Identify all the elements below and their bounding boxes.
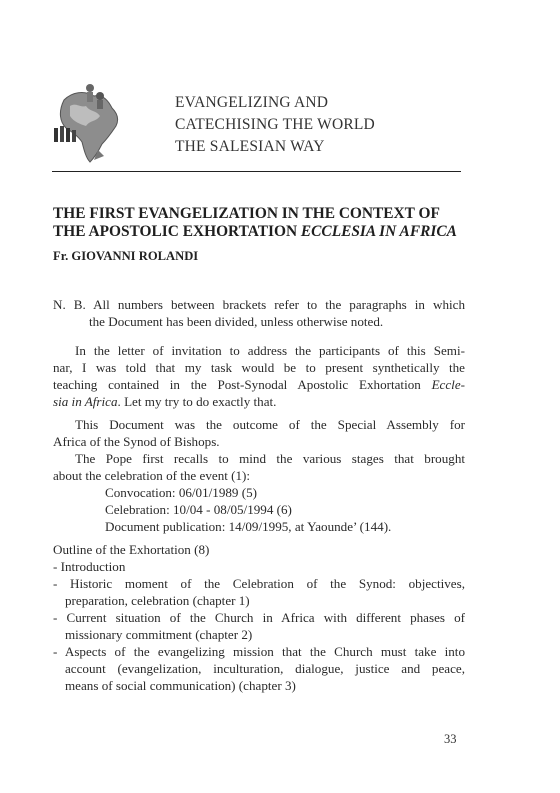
- outline-item: - Aspects of the evangelizing mission that the Church must take into: [53, 644, 465, 659]
- outline-item-continuation: preparation, celebration (chapter 1): [65, 593, 250, 608]
- outline-item-continuation: means of social communication) (chapter 3): [65, 678, 296, 693]
- date-entry: Celebration: 10/04 - 08/05/1994 (6): [105, 502, 292, 517]
- paragraph-text: . Let my try to do exactly that.: [117, 394, 277, 409]
- header-line: CATECHISING THE WORLD: [175, 116, 375, 133]
- paragraph-line: nar, I was told that my task would be to present synthetically the: [53, 360, 465, 375]
- outline-item: - Historic moment of the Celebration of the Synod: objectives,: [53, 576, 465, 591]
- nb-note-line: N. B. All numbers between brackets refer to the paragraphs in which: [53, 297, 465, 312]
- paragraph-line: [53, 376, 465, 393]
- header-line: EVANGELIZING AND: [175, 94, 329, 111]
- outline-item: - Current situation of the Church in Africa with different phases of: [53, 610, 465, 625]
- page-number: 33: [444, 732, 457, 746]
- title-line: THE FIRST EVANGELIZATION IN THE CONTEXT OF: [53, 205, 440, 222]
- article-title: [53, 205, 473, 241]
- nb-note-line: the Document has been divided, unless otherwise noted.: [89, 314, 384, 329]
- paragraph-line: The Pope first recalls to mind the various stages that brought: [75, 451, 465, 466]
- paragraph-line: Africa of the Synod of Bishops.: [53, 434, 220, 449]
- title-text: THE APOSTOLIC EXHORTATION: [53, 223, 301, 240]
- title-line: [53, 223, 473, 241]
- header-line: THE SALESIAN WAY: [175, 138, 325, 155]
- title-italic-text: ECCLESIA IN AFRICA: [300, 223, 457, 240]
- paragraph-line: This Document was the outcome of the Special Assembly for: [75, 417, 465, 432]
- paragraph-line: In the letter of invitation to address the participants of this Semi-: [75, 343, 465, 358]
- outline-item-continuation: account (evangelization, inculturation, dialogue, justice and peace,: [65, 661, 465, 676]
- header-divider: [52, 171, 461, 172]
- paragraph-line: about the celebration of the event (1):: [53, 468, 251, 483]
- africa-logo-icon: [50, 82, 130, 166]
- article-body: [53, 296, 465, 694]
- article-author: Fr. GIOVANNI ROLANDI: [53, 249, 199, 263]
- outline-item: - Introduction: [53, 559, 126, 574]
- date-entry: Convocation: 06/01/1989 (5): [105, 485, 258, 500]
- outline-heading: Outline of the Exhortation (8): [53, 542, 210, 557]
- book-series-header: [175, 92, 375, 158]
- paragraph-text: teaching contained in the Post-Synodal Apostolic Exhortation: [53, 377, 432, 392]
- paragraph-line: [53, 393, 465, 410]
- paragraph-italic-text: Eccle-: [431, 377, 465, 392]
- paragraph-italic-text: sia in Africa: [53, 394, 118, 409]
- outline-item-continuation: missionary commitment (chapter 2): [65, 627, 253, 642]
- date-entry: Document publication: 14/09/1995, at Yaounde’ (144).: [105, 519, 392, 534]
